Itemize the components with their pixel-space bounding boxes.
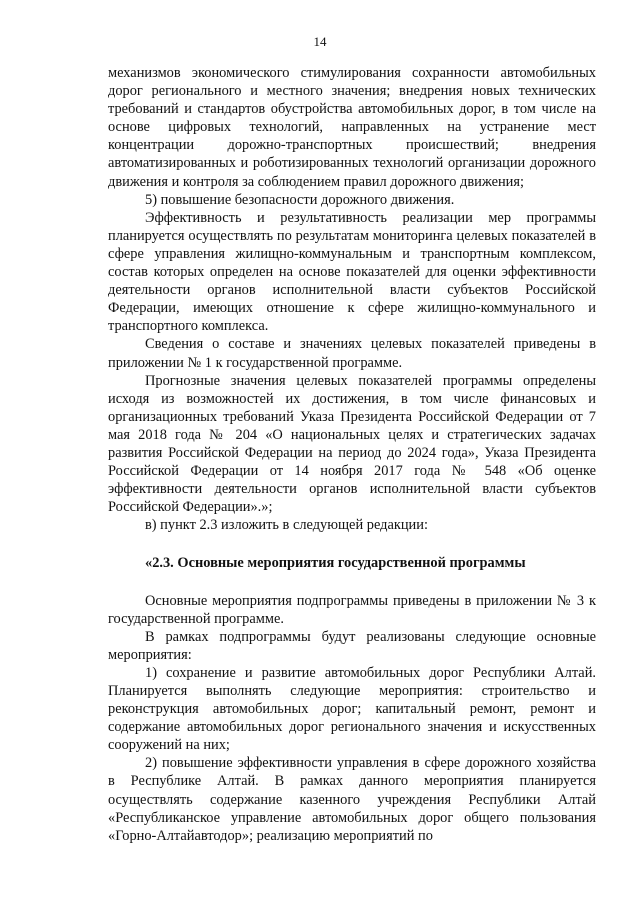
paragraph-continuation: механизмов экономического стимулирования сохранности автомобильных дорог регионального и местного значения; внедрения новых технических требований и стандартов обустройства автомобильных дорог, в том числе на основе цифровых технологий, направленных на устранение мест концентрации дорожно-транспортных происшествий; внедрения автоматизированных и роботизированных технологий организации дорожного движения и контроля за соблюдением правил дорожного движения;: [108, 65, 596, 190]
page-number: 14: [313, 34, 327, 49]
paragraph-item-5: 5) повышение безопасности дорожного движения.: [145, 191, 455, 208]
paragraph-activity-1: 1) сохранение и развитие автомобильных дорог Республики Алтай. Планируется выполнять следующие мероприятия: строительство и реконструкция автомобильных дорог; капитальный ремонт, ремонт и содержание автомобильных дорог регионального значения и искусственных сооружений на них;: [108, 664, 596, 754]
document-body: [108, 64, 596, 845]
section-heading: «2.3. Основные мероприятия государственной программы: [145, 555, 526, 572]
paragraph-activity-2: 2) повышение эффективности управления в сфере дорожного хозяйства в Республике Алтай. В рамках данного мероприятия планируется осуществлять содержание казенного учреждения Республики Алтай «Республиканское управление автомобильных дорог общего пользования «Горно-Алтайавтодор»; реализацию мероприятий по: [108, 755, 596, 844]
paragraph-forecast-values: Прогнозные значения целевых показателей программы определены исходя из возможностей их достижения, в том числе финансовых и организационных требований Указа Президента Российской Федерации от 7 мая 2018 года № 204 «О национальных целях и стратегических задачах развития Российской Федерации на период до 2024 года», Указа Президента Российской Федерации от 14 ноября 2017 года № 548 «Об оценке эффективности деятельности органов исполнительной власти субъектов Российской Федерации».»;: [108, 372, 596, 516]
paragraph-subprogram-activities: В рамках подпрограммы будут реализованы следующие основные мероприятия:: [108, 628, 596, 663]
paragraph-amendment-v: в) пункт 2.3 изложить в следующей редакции:: [145, 517, 428, 534]
paragraph-main-activities: Основные мероприятия подпрограммы приведены в приложении № 3 к государственной программе.: [108, 592, 596, 627]
paragraph-effectiveness: Эффективность и результативность реализации мер программы планируется осуществлять по результатам мониторинга целевых показателей в сфере управления жилищно-коммунальным и транспортным комплексом, состав которых определен на основе показателей для оценки эффективности деятельности органов исполнительной власти субъектов Российской Федерации, имеющих отношение к сфере жилищно-коммунального и транспортного комплекса.: [108, 209, 596, 335]
paragraph-indicators-info: Сведения о составе и значениях целевых показателей приведены в приложении № 1 к государственной программе.: [108, 336, 596, 371]
